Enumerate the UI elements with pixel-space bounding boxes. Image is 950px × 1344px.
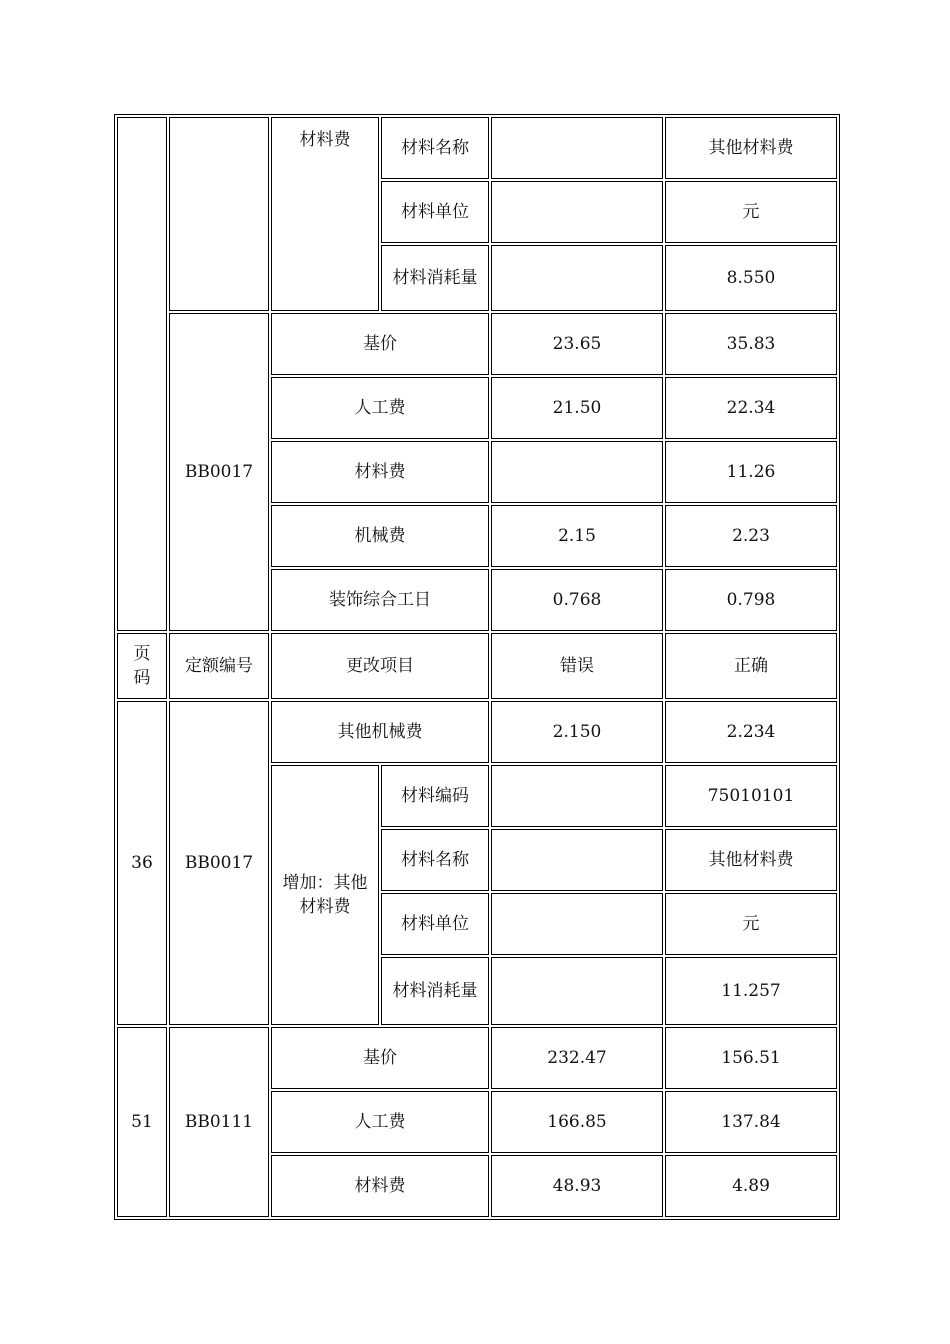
wrong-cell: 23.65 (491, 313, 663, 375)
wrong-cell (491, 765, 663, 827)
right-cell: 其他材料费 (665, 117, 837, 179)
right-cell: 0.798 (665, 569, 837, 631)
header-page: 页码 (117, 633, 167, 699)
wrong-cell (491, 829, 663, 891)
right-cell: 22.34 (665, 377, 837, 439)
right-cell: 元 (665, 893, 837, 955)
wrong-cell (491, 117, 663, 179)
wrong-cell (491, 245, 663, 311)
page-cell-blank (117, 117, 167, 631)
item-cell: 材料单位 (381, 893, 489, 955)
table-row (117, 701, 837, 763)
item-cell: 基价 (271, 1027, 489, 1089)
code-cell-blank (169, 117, 269, 311)
item-cell: 材料单位 (381, 181, 489, 243)
code-cell: BB0111 (169, 1027, 269, 1217)
item-cell: 人工费 (271, 377, 489, 439)
page-cell: 51 (117, 1027, 167, 1217)
code-cell: BB0017 (169, 701, 269, 1025)
wrong-cell: 2.15 (491, 505, 663, 567)
wrong-cell: 21.50 (491, 377, 663, 439)
wrong-cell: 48.93 (491, 1155, 663, 1217)
right-cell: 35.83 (665, 313, 837, 375)
header-wrong: 错误 (491, 633, 663, 699)
right-cell: 137.84 (665, 1091, 837, 1153)
right-cell: 其他材料费 (665, 829, 837, 891)
right-cell: 元 (665, 181, 837, 243)
item-cell: 材料费 (271, 1155, 489, 1217)
item-cell: 材料名称 (381, 829, 489, 891)
header-code: 定额编号 (169, 633, 269, 699)
right-cell: 4.89 (665, 1155, 837, 1217)
item-cell: 基价 (271, 313, 489, 375)
right-cell: 11.257 (665, 957, 837, 1025)
right-cell: 8.550 (665, 245, 837, 311)
item-cell: 材料名称 (381, 117, 489, 179)
wrong-cell (491, 893, 663, 955)
table-row (117, 1027, 837, 1089)
add-material-fee-label: 增加：其他材料费 (271, 765, 379, 1025)
header-row (117, 633, 837, 699)
wrong-cell: 2.150 (491, 701, 663, 763)
item-cell: 机械费 (271, 505, 489, 567)
wrong-cell (491, 957, 663, 1025)
wrong-cell: 0.768 (491, 569, 663, 631)
right-cell: 75010101 (665, 765, 837, 827)
right-cell: 156.51 (665, 1027, 837, 1089)
wrong-cell (491, 181, 663, 243)
table-row (117, 117, 837, 179)
header-item: 更改项目 (271, 633, 489, 699)
wrong-cell (491, 441, 663, 503)
wrong-cell: 232.47 (491, 1027, 663, 1089)
item-cell: 装饰综合工日 (271, 569, 489, 631)
header-right: 正确 (665, 633, 837, 699)
code-cell: BB0017 (169, 313, 269, 631)
right-cell: 2.234 (665, 701, 837, 763)
right-cell: 2.23 (665, 505, 837, 567)
item-cell: 其他机械费 (271, 701, 489, 763)
material-fee-label: 材料费 (271, 117, 379, 311)
right-cell: 11.26 (665, 441, 837, 503)
item-cell: 材料费 (271, 441, 489, 503)
item-cell: 人工费 (271, 1091, 489, 1153)
page-cell: 36 (117, 701, 167, 1025)
item-cell: 材料消耗量 (381, 245, 489, 311)
errata-table (114, 114, 840, 1220)
wrong-cell: 166.85 (491, 1091, 663, 1153)
item-cell: 材料编码 (381, 765, 489, 827)
item-cell: 材料消耗量 (381, 957, 489, 1025)
table-row (117, 313, 837, 375)
